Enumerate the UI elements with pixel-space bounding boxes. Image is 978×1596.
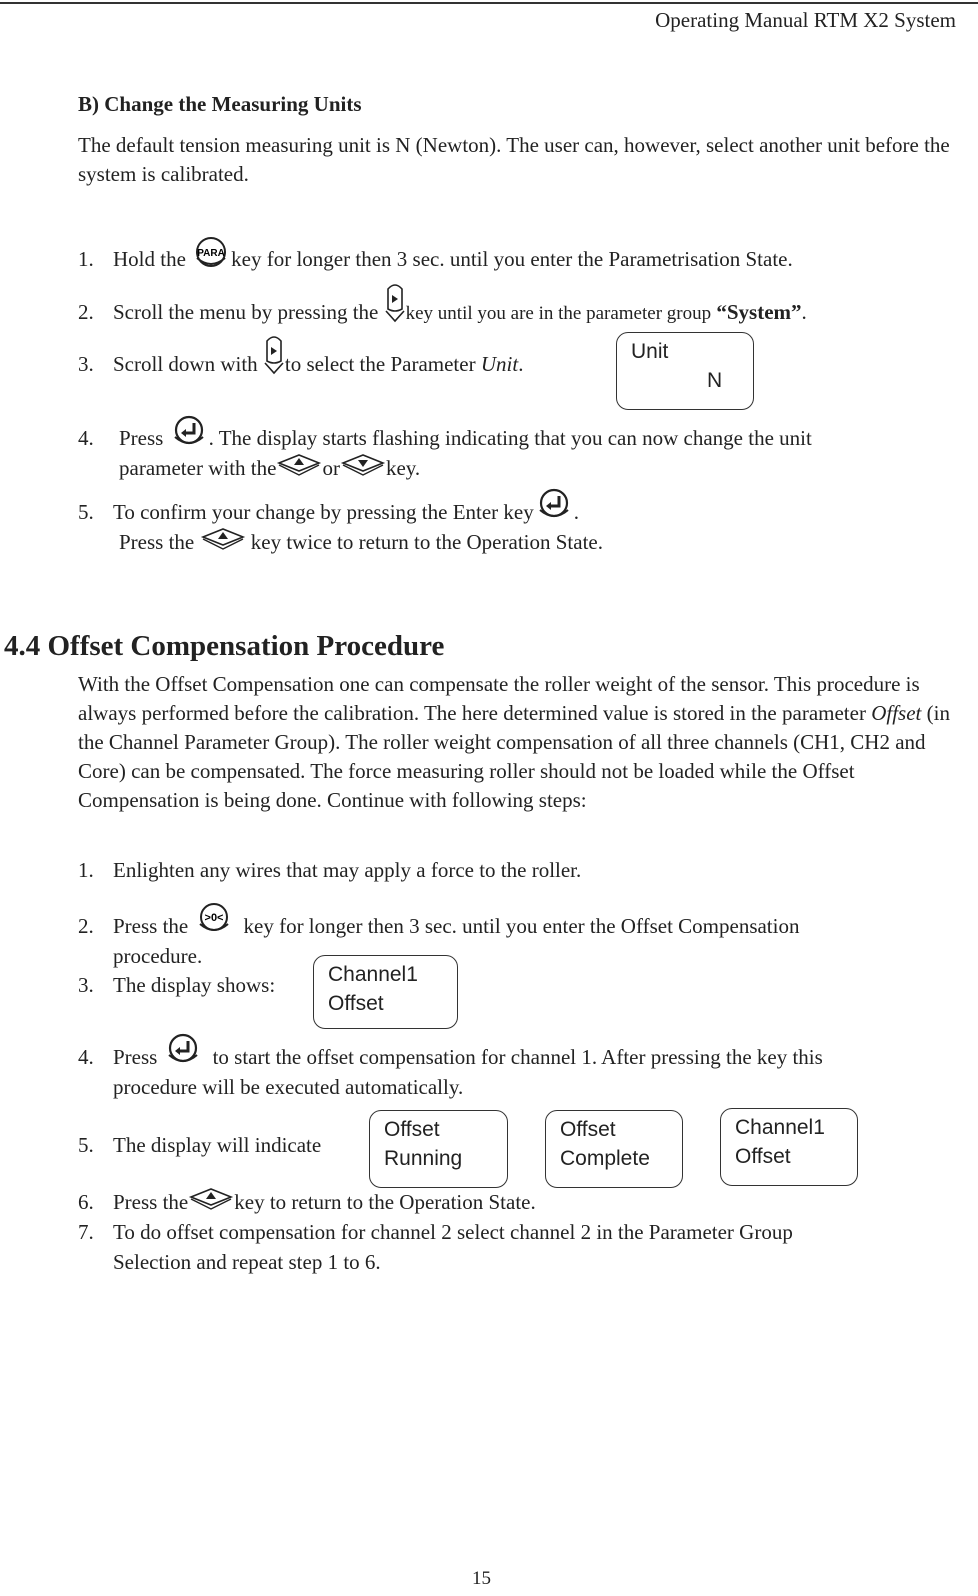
list-item: Scroll the menu by pressing the key until you are in the parameter group “System”.: [113, 298, 807, 328]
step-text: Press the: [113, 914, 189, 938]
step-number: 5.: [78, 1133, 94, 1157]
step-text: or: [322, 456, 340, 480]
section-paragraph: With the Offset Compensation one can compensate the roller weight of the sensor. This procedure is always performed before the calibration. The here determined value is stored in the parameter Offset (in the Channel Parameter Group). The roller weight compensation of all three channels (CH1, CH2 and Core) can be compensated. The force measuring roller should not be loaded while the Offset Compensation is being done. Continue with following steps:: [78, 672, 950, 812]
step-text: To confirm your change by pressing the Enter key: [113, 500, 534, 524]
step-text: Press: [113, 1045, 158, 1069]
section-title: 4.4 Offset Compensation Procedure: [4, 630, 445, 662]
step-number: 2.: [78, 300, 94, 324]
list-item: [113, 912, 799, 941]
step-number: 4.: [78, 426, 94, 450]
parameter-group-name: “System”: [716, 300, 802, 324]
list-item: The display shows:: [113, 973, 276, 997]
list-item: The display will indicate: [113, 1133, 322, 1157]
list-item: To do offset compensation for channel 2 select channel 2 in the Parameter Group: [113, 1220, 793, 1244]
scroll-key-icon: [384, 283, 406, 323]
svg-text:>0<: >0<: [204, 912, 223, 925]
display-line: N: [707, 369, 723, 392]
step-number: 1.: [78, 858, 94, 882]
channel-offset-display: [313, 955, 458, 1029]
step-number: 6.: [78, 1190, 94, 1214]
step-text: key for longer then 3 sec. until you enter the Parametrisation State.: [231, 247, 793, 271]
step-number: 3.: [78, 352, 94, 376]
step-text: Hold the: [113, 247, 186, 271]
step-text: Scroll the menu by pressing the: [113, 300, 379, 324]
display-line: Offset: [560, 1118, 616, 1141]
list-item: [113, 245, 793, 274]
up-key-icon: [276, 453, 322, 477]
list-item: [113, 1043, 823, 1072]
enter-key-icon: [163, 1033, 203, 1069]
header-rule: [0, 2, 978, 4]
list-item: [119, 454, 420, 483]
list-item: procedure.: [113, 944, 203, 968]
page-header: Operating Manual RTM X2 System: [655, 8, 956, 32]
step-text: key for longer then 3 sec. until you enter the Offset Compensation: [243, 914, 800, 938]
step-text: to select the Parameter: [284, 352, 476, 376]
channel-offset-display: [720, 1108, 858, 1186]
enter-key-icon: [169, 415, 209, 451]
svg-text:PARA: PARA: [197, 248, 225, 260]
step-number: 3.: [78, 973, 94, 997]
down-key-icon: [340, 453, 386, 477]
subsection-title: B) Change the Measuring Units: [78, 92, 362, 116]
step-number: 1.: [78, 247, 94, 271]
step-text: key to return to the Operation State.: [234, 1190, 536, 1214]
para-key-icon: [191, 236, 231, 272]
list-item: Selection and repeat step 1 to 6.: [113, 1250, 381, 1274]
enter-key-icon: [534, 488, 574, 524]
step-text: Press the: [119, 530, 195, 554]
display-line: Complete: [560, 1147, 650, 1170]
display-line: Unit: [631, 340, 669, 363]
list-item: [119, 528, 603, 557]
step-text: key twice to return to the Operation State.: [250, 530, 603, 554]
step-number: 7.: [78, 1220, 94, 1244]
display-line: Offset: [384, 1118, 440, 1141]
display-line: Offset: [328, 992, 384, 1015]
list-item: [119, 424, 812, 453]
list-item: Scroll down with to select the Parameter Unit.: [113, 350, 523, 379]
list-item: Enlighten any wires that may apply a force to the roller.: [113, 858, 582, 882]
step-text: parameter with the: [119, 456, 277, 480]
step-text: key until you are in the parameter group: [405, 303, 712, 324]
zero-key-icon: [194, 902, 234, 938]
display-line: Offset: [735, 1145, 791, 1168]
page-number: 15: [472, 1568, 491, 1589]
step-text: Press the: [113, 1190, 189, 1214]
step-text: to start the offset compensation for channel 1. After pressing the key this: [212, 1045, 823, 1069]
list-item: procedure will be executed automatically.: [113, 1075, 464, 1099]
display-line: Channel1: [735, 1116, 825, 1139]
display-line: Running: [384, 1147, 463, 1170]
unit-display: [616, 332, 754, 410]
step-text: Press: [119, 426, 164, 450]
step-text: key.: [385, 456, 421, 480]
up-key-icon: [188, 1187, 234, 1211]
intro-paragraph: The default tension measuring unit is N (Newton). The user can, however, select another unit before the system is calibrated.: [78, 133, 950, 186]
step-text: Scroll down with: [113, 352, 258, 376]
step-number: 2.: [78, 914, 94, 938]
up-key-icon: [200, 527, 246, 551]
scroll-key-icon: [263, 335, 285, 375]
step-number: 5.: [78, 500, 94, 524]
offset-running-display: [369, 1110, 508, 1188]
display-line: Channel1: [328, 963, 418, 986]
list-item: To confirm your change by pressing the Enter key .: [113, 498, 579, 527]
step-text: . The display starts flashing indicating that you can now change the unit: [208, 426, 812, 450]
list-item: [113, 1188, 536, 1217]
parameter-name: Unit: [480, 352, 519, 376]
step-number: 4.: [78, 1045, 94, 1069]
offset-complete-display: [545, 1110, 683, 1188]
